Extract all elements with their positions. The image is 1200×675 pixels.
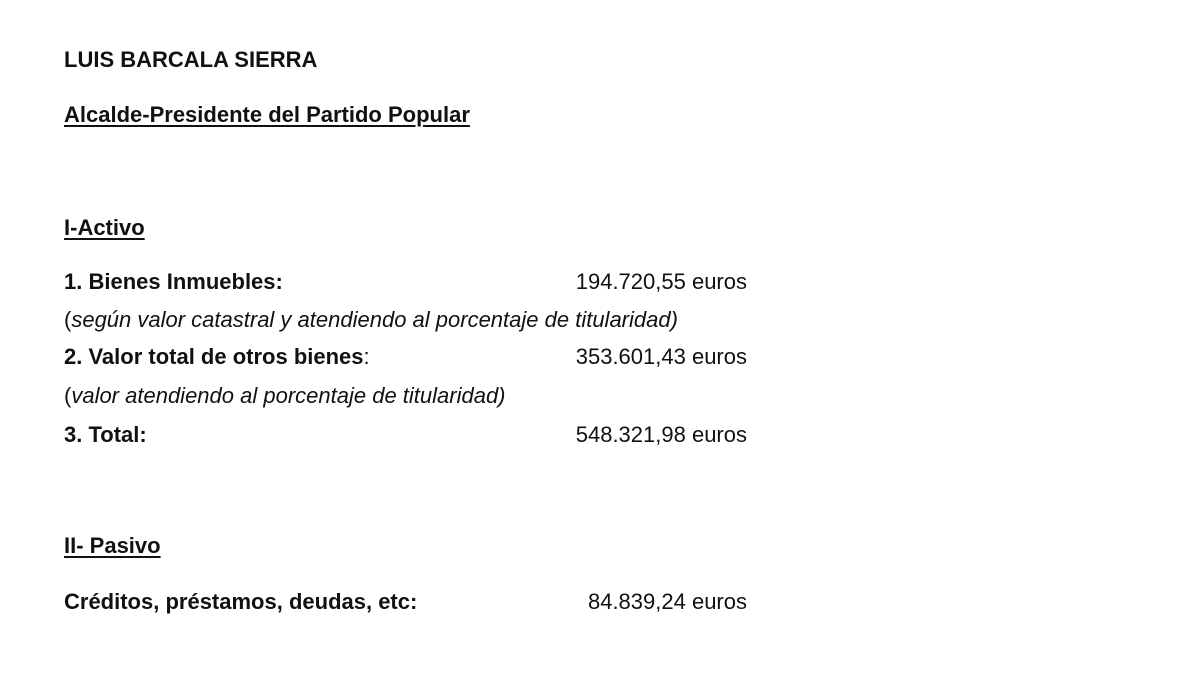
creditos-label: Créditos, préstamos, deudas, etc: xyxy=(64,589,418,614)
otros-bienes-colon: : xyxy=(363,344,370,369)
note-text: valor atendiendo al porcentaje de titularidad) xyxy=(71,383,506,408)
total-label: 3. Total: xyxy=(64,422,147,447)
pasivo-heading: II- Pasivo xyxy=(64,533,161,558)
note-paren: ( xyxy=(64,307,72,332)
note-paren: ( xyxy=(64,383,72,408)
activo-heading: I-Activo xyxy=(64,215,145,240)
creditos-value: 84.839,24 euros xyxy=(587,589,747,614)
otros-bienes-text: 2. Valor total de otros bienes xyxy=(64,344,364,369)
bienes-inmuebles-value: 194.720,55 euros xyxy=(575,269,747,294)
bienes-inmuebles-note xyxy=(64,307,678,333)
otros-bienes-label xyxy=(64,344,370,370)
bienes-inmuebles-label: 1. Bienes Inmuebles: xyxy=(64,269,283,294)
position-title: Alcalde-Presidente del Partido Popular xyxy=(64,102,470,127)
note-text: según valor catastral y atendiendo al porcentaje de titularidad) xyxy=(71,307,678,332)
otros-bienes-note xyxy=(64,383,506,409)
otros-bienes-value: 353.601,43 euros xyxy=(575,344,747,369)
total-value: 548.321,98 euros xyxy=(575,422,747,447)
person-name: LUIS BARCALA SIERRA xyxy=(64,47,318,72)
